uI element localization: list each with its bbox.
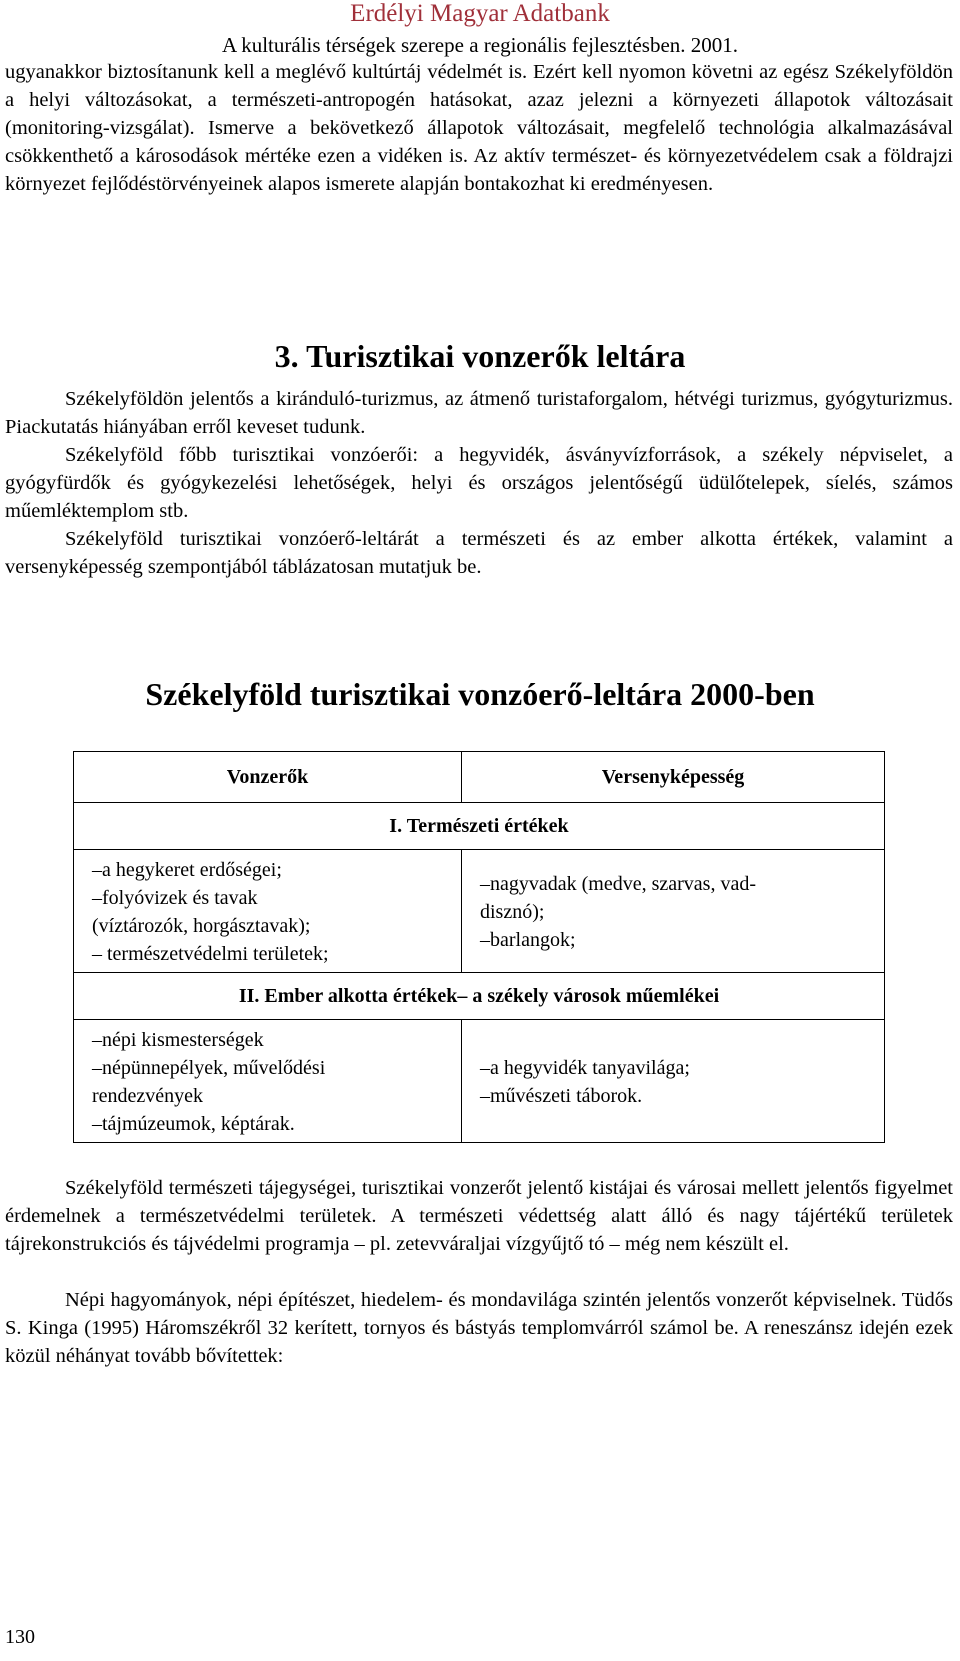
list-item: –népünnepélyek, művelődési [92, 1057, 326, 1079]
natural-competitiveness-cell [462, 850, 885, 973]
section-heading: 3. Turisztikai vonzerők leltára [274, 338, 686, 374]
list-item: –folyóvizek és tavak [92, 887, 258, 909]
header-site-name[interactable]: Erdélyi Magyar Adatbank [350, 0, 610, 27]
list-item: –népi kismesterségek [92, 1029, 264, 1051]
column-header-competitiveness: Versenyképesség [462, 752, 885, 803]
column-header-attractions: Vonzerők [74, 752, 462, 803]
group-heading-man-made: II. Ember alkotta értékek– a székely városok műemlékei [74, 973, 885, 1020]
group-heading-row [74, 803, 885, 850]
list-item: –a hegykeret erdőségei; [92, 859, 282, 881]
page-number: 130 [5, 1626, 35, 1648]
table-title: Székelyföld turisztikai vonzóerő-leltára 2000-ben [145, 676, 815, 712]
attraction-inventory-table [73, 751, 885, 1143]
paragraph-tourism-types: Székelyföldön jelentős a kiránduló-turizmus, az átmenő turistaforgalom, hétvégi turizmus, gyógyturizmus. Piackutatás hiányában erről keveset tudunk. [5, 388, 953, 438]
list-item: rendezvények [92, 1085, 204, 1107]
natural-attractions-cell [74, 850, 462, 973]
paragraph-intro: ugyanakkor biztosítanunk kell a meglévő kultúrtáj védelmét is. Ezért kell nyomon követni az egész Székelyföldön a helyi változásokat, a természeti-antropogén hatásokat, azaz jelezni a környezeti állapotok változásait (monitoring-vizsgálat). Ismerve a bekövetkező állapotok változásait, megfelelő technológia alkalmazásával csökkenthető a károsodások mértéke ezen a vidéken is. Az aktív természet- és környezetvédelem csak a földrajzi környezet fejlődéstörvényeinek alapos ismerete alapján bontakozhat ki eredményesen. [5, 61, 953, 195]
paragraph-main-attractions: Székelyföld főbb turisztikai vonzóerői: a hegyvidék, ásványvízforrások, a székely népviselet, a gyógyfürdők és gyógykezelési lehetőségek, helyi és országos jelentőségű üdülőtelepek, síelés, számos műemléktemplom stb. [5, 444, 953, 522]
list-item: –a hegyvidék tanyavilága; [480, 1057, 690, 1079]
table-header-row [74, 752, 885, 803]
table-row [74, 1020, 885, 1143]
paragraph-inventory-intro: Székelyföld turisztikai vonzóerő-leltárát a természeti és az ember alkotta értékek, valamint a versenyképesség szempontjából táblázatosan mutatjuk be. [5, 528, 953, 578]
table-row [74, 850, 885, 973]
list-item: –nagyvadak (medve, szarvas, vad- [480, 873, 756, 895]
list-item: –tájmúzeumok, képtárak. [92, 1113, 295, 1135]
group-heading-row [74, 973, 885, 1020]
group-heading-natural: I. Természeti értékek [74, 803, 885, 850]
list-item: (víztározók, horgásztavak); [92, 915, 311, 937]
man-made-competitiveness-cell [462, 1020, 885, 1143]
list-item: –barlangok; [480, 929, 576, 951]
paragraph-protected-areas: Székelyföld természeti tájegységei, turisztikai vonzerőt jelentő kistájai és városai mellett jelentős figyelmet érdemelnek a természetvédelmi területek. A természeti védettség alatt álló és nagy tájértékű területek tájrekonstrukciós és tájvédelmi programja – pl. zetevváraljai vízgyűjtő tó – még nem készült el. [5, 1177, 953, 1255]
list-item: –művészeti táborok. [480, 1085, 643, 1107]
header-publication-title: A kulturális térségek szerepe a regionális fejlesztésben. 2001. [221, 33, 739, 57]
list-item: – természetvédelmi területek; [92, 943, 329, 965]
paragraph-folk-traditions: Népi hagyományok, népi építészet, hiedelem- és mondavilága szintén jelentős vonzerőt képviselnek. Tüdős S. Kinga (1995) Háromszékről 32 kerített, tornyos és bástyás templomvárról számol be. A reneszánsz idején ezek közül néhányat tovább bővítettek: [5, 1289, 953, 1367]
man-made-attractions-cell [74, 1020, 462, 1143]
list-item: disznó); [480, 901, 545, 923]
